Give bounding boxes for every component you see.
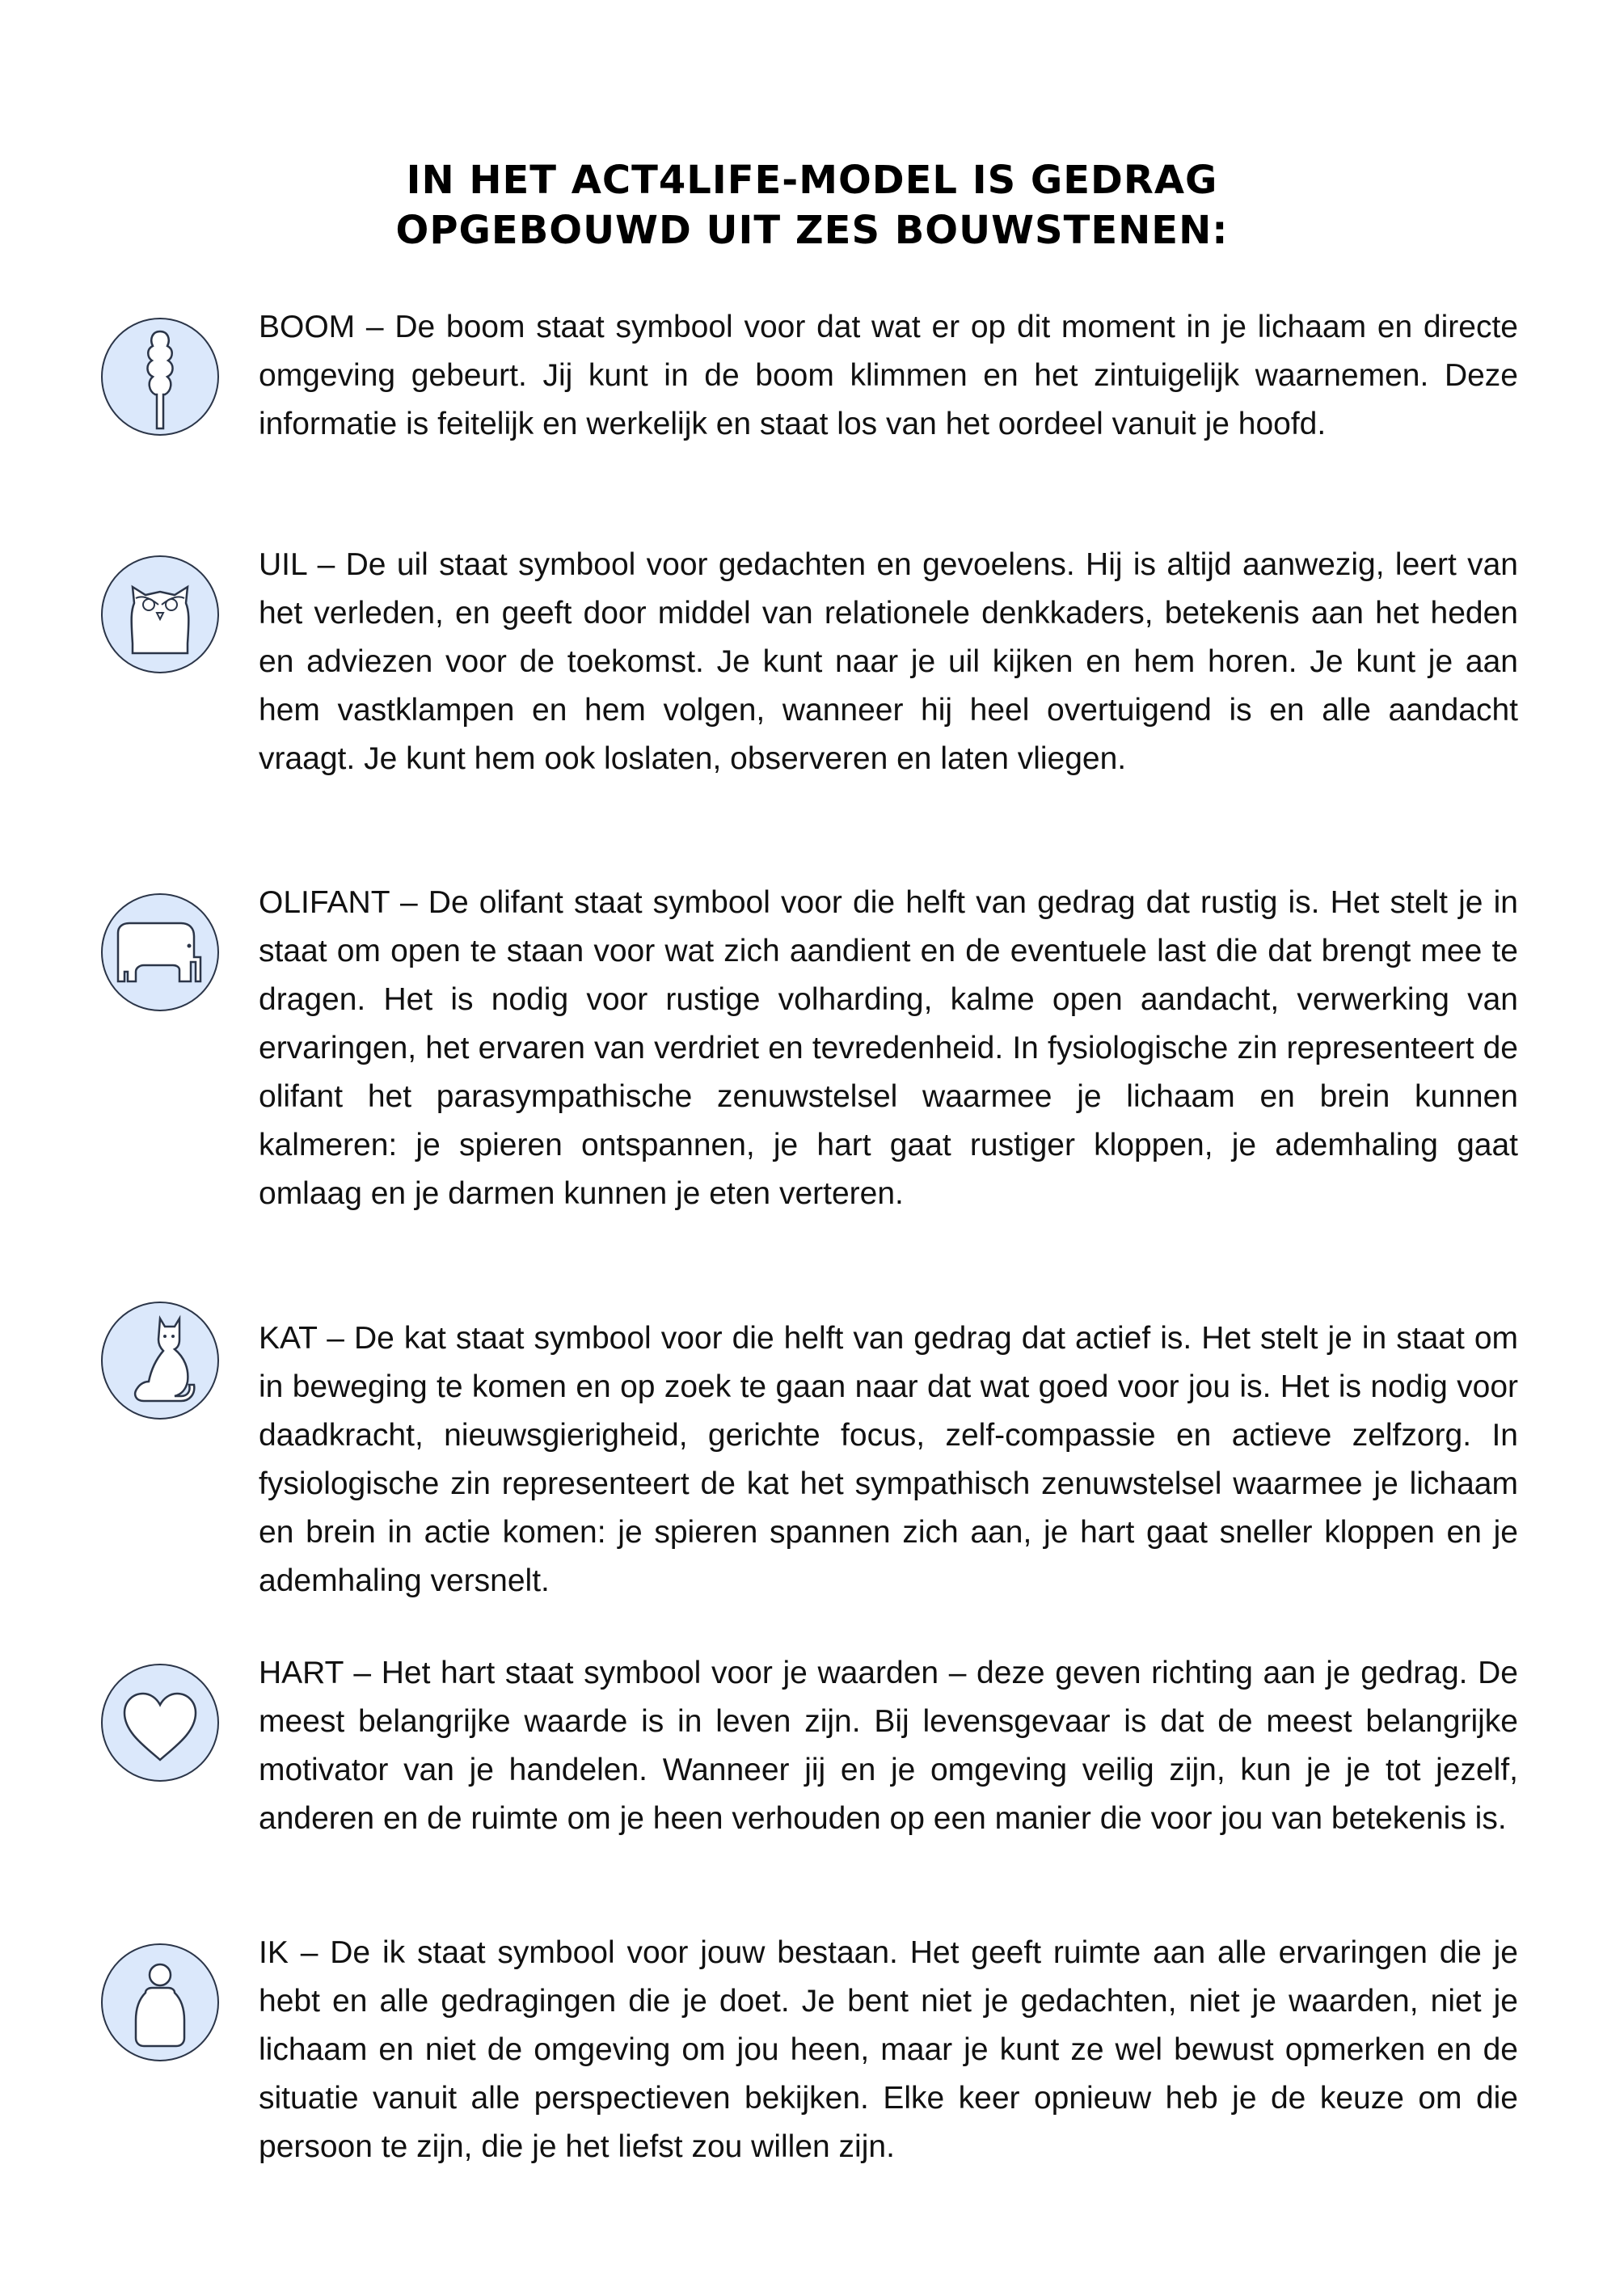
section-text-olifant: OLIFANT – De olifant staat symbool voor die helft van gedrag dat rustig is. Het stelt je in staat om open te staan voor wat zich aandient en de eventuele last die dat brengt mee te dragen. Het is nodig voor rustige volharding, kalme open aandacht, verwerking van ervaringen, het ervaren van verdriet en tevredenheid. In fysiologische zin representeert de olifant het parasympathische zenuwstelsel waarmee je lichaam en brein kunnen kalmeren: je spieren ontspannen, je hart gaat rustiger kloppen, je ademhaling gaat omlaag en je darmen kunnen je eten verteren. [259,885,1518,1211]
person-icon [100,1943,220,2062]
section-text-kat: KAT – De kat staat symbool voor die helft van gedrag dat actief is. Het stelt je in staat om in beweging te komen en op zoek te gaan naar dat wat goed voor jou is. Het is nodig voor daadkracht, nieuwsgierigheid, gerichte focus, zelf-compassie en actieve zelfzorg. In fysiologische zin representeert de kat het sympathisch zenuwstelsel waarmee je lichaam en brein in actie komen: je spieren spannen zich aan, je hart gaat sneller kloppen en je ademhaling versnelt. [259,1321,1518,1598]
owl-icon [100,555,220,674]
page-title [0,155,1624,255]
cat-icon [100,1301,220,1420]
heart-icon [100,1663,220,1783]
elephant-icon [100,892,220,1012]
title-line-2: OPGEBOUWD UIT ZES BOUWSTENEN: [395,208,1229,253]
section-text-ik: IK – De ik staat symbool voor jouw bestaan. Het geeft ruimte aan alle ervaringen die je hebt en alle gedragingen die je doet. Je bent niet je gedachten, niet je waarden, niet je lichaam en niet de omgeving om jou heen, maar je kunt ze wel bewust opmerken en de situatie vanuit alle perspectieven bekijken. Elke keer opnieuw heb je de keuze om die persoon te zijn, die je het liefst zou willen zijn. [259,1935,1518,2164]
section-text-hart: HART – Het hart staat symbool voor je waarden – deze geven richting aan je gedrag. De meest belangrijke waarde is in leven zijn. Bij levensgevaar is dat de meest belangrijke motivator van je handelen. Wanneer jij en je omgeving veilig zijn, kun je je tot jezelf, anderen en de ruimte om je heen verhouden op een manier die voor jou van betekenis is. [259,1656,1518,1836]
section-text-boom: BOOM – De boom staat symbool voor dat wat er op dit moment in je lichaam en directe omgeving gebeurt. Jij kunt in de boom klimmen en het zintuigelijk waarnemen. Deze informatie is feitelijk en werkelijk en staat los van het oordeel vanuit je hoofd. [259,310,1518,441]
tree-icon [100,317,220,437]
title-line-1: IN HET ACT4LIFE-MODEL IS GEDRAG [406,158,1218,203]
section-text-uil: UIL – De uil staat symbool voor gedachten en gevoelens. Hij is altijd aanwezig, leert van het verleden, en geeft door middel van relationele denkkaders, betekenis aan het heden en adviezen voor de toekomst. Je kunt naar je uil kijken en hem horen. Je kunt je aan hem vastklampen en hem volgen, wanneer hij heel overtuigend is en alle aandacht vraagt. Je kunt hem ook loslaten, observeren en laten vliegen. [259,547,1518,776]
